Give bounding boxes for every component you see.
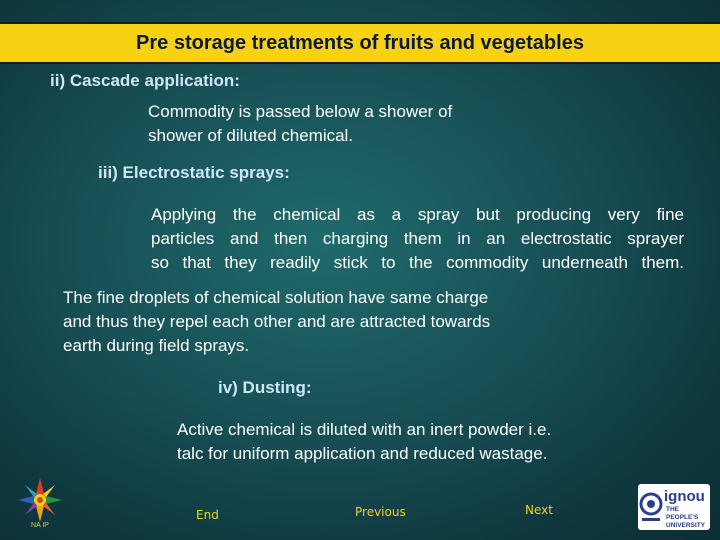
- end-link[interactable]: End: [196, 508, 219, 522]
- cascade-heading: ii) Cascade application:: [50, 71, 240, 90]
- cascade-body-line: shower of diluted chemical.: [148, 126, 354, 145]
- ignou-wordmark: ignou: [664, 488, 705, 505]
- ignou-tagline-line: THE PEOPLE'S: [666, 506, 699, 521]
- ignou-tagline: [666, 506, 710, 530]
- electrostatic-body-line: Applying the chemical as a spray but producing very fine: [151, 205, 684, 224]
- dusting-body-line: talc for uniform application and reduced wastage.: [177, 444, 548, 463]
- title-bar: [0, 22, 720, 64]
- electrostatic-note-line: The fine droplets of chemical solution have same charge: [63, 288, 489, 307]
- svg-text:NA IP: NA IP: [31, 522, 49, 529]
- ignou-tagline-line: UNIVERSITY: [666, 522, 706, 529]
- dusting-heading: iv) Dusting:: [218, 378, 312, 397]
- ignou-logo-icon: [638, 484, 710, 530]
- electrostatic-note-line: and thus they repel each other and are attracted towards: [63, 312, 491, 331]
- electrostatic-note: [63, 286, 583, 358]
- next-link[interactable]: Next: [525, 503, 553, 517]
- naip-logo-icon: [6, 476, 74, 530]
- previous-link[interactable]: Previous: [355, 505, 406, 519]
- slide-title: Pre storage treatments of fruits and vegetables: [136, 32, 584, 54]
- electrostatic-note-line: earth during field sprays.: [63, 336, 250, 355]
- dusting-body: [177, 418, 637, 466]
- electrostatic-body-line: particles and then charging them in an electrostatic sprayer: [151, 229, 684, 248]
- cascade-body: [148, 100, 528, 148]
- cascade-body-line: Commodity is passed below a shower of: [148, 102, 453, 121]
- electrostatic-body-line: so that they readily stick to the commodity underneath them.: [151, 253, 684, 272]
- dusting-body-line: Active chemical is diluted with an inert powder i.e.: [177, 420, 552, 439]
- electrostatic-body: [151, 203, 684, 275]
- electrostatic-heading: iii) Electrostatic sprays:: [98, 163, 290, 182]
